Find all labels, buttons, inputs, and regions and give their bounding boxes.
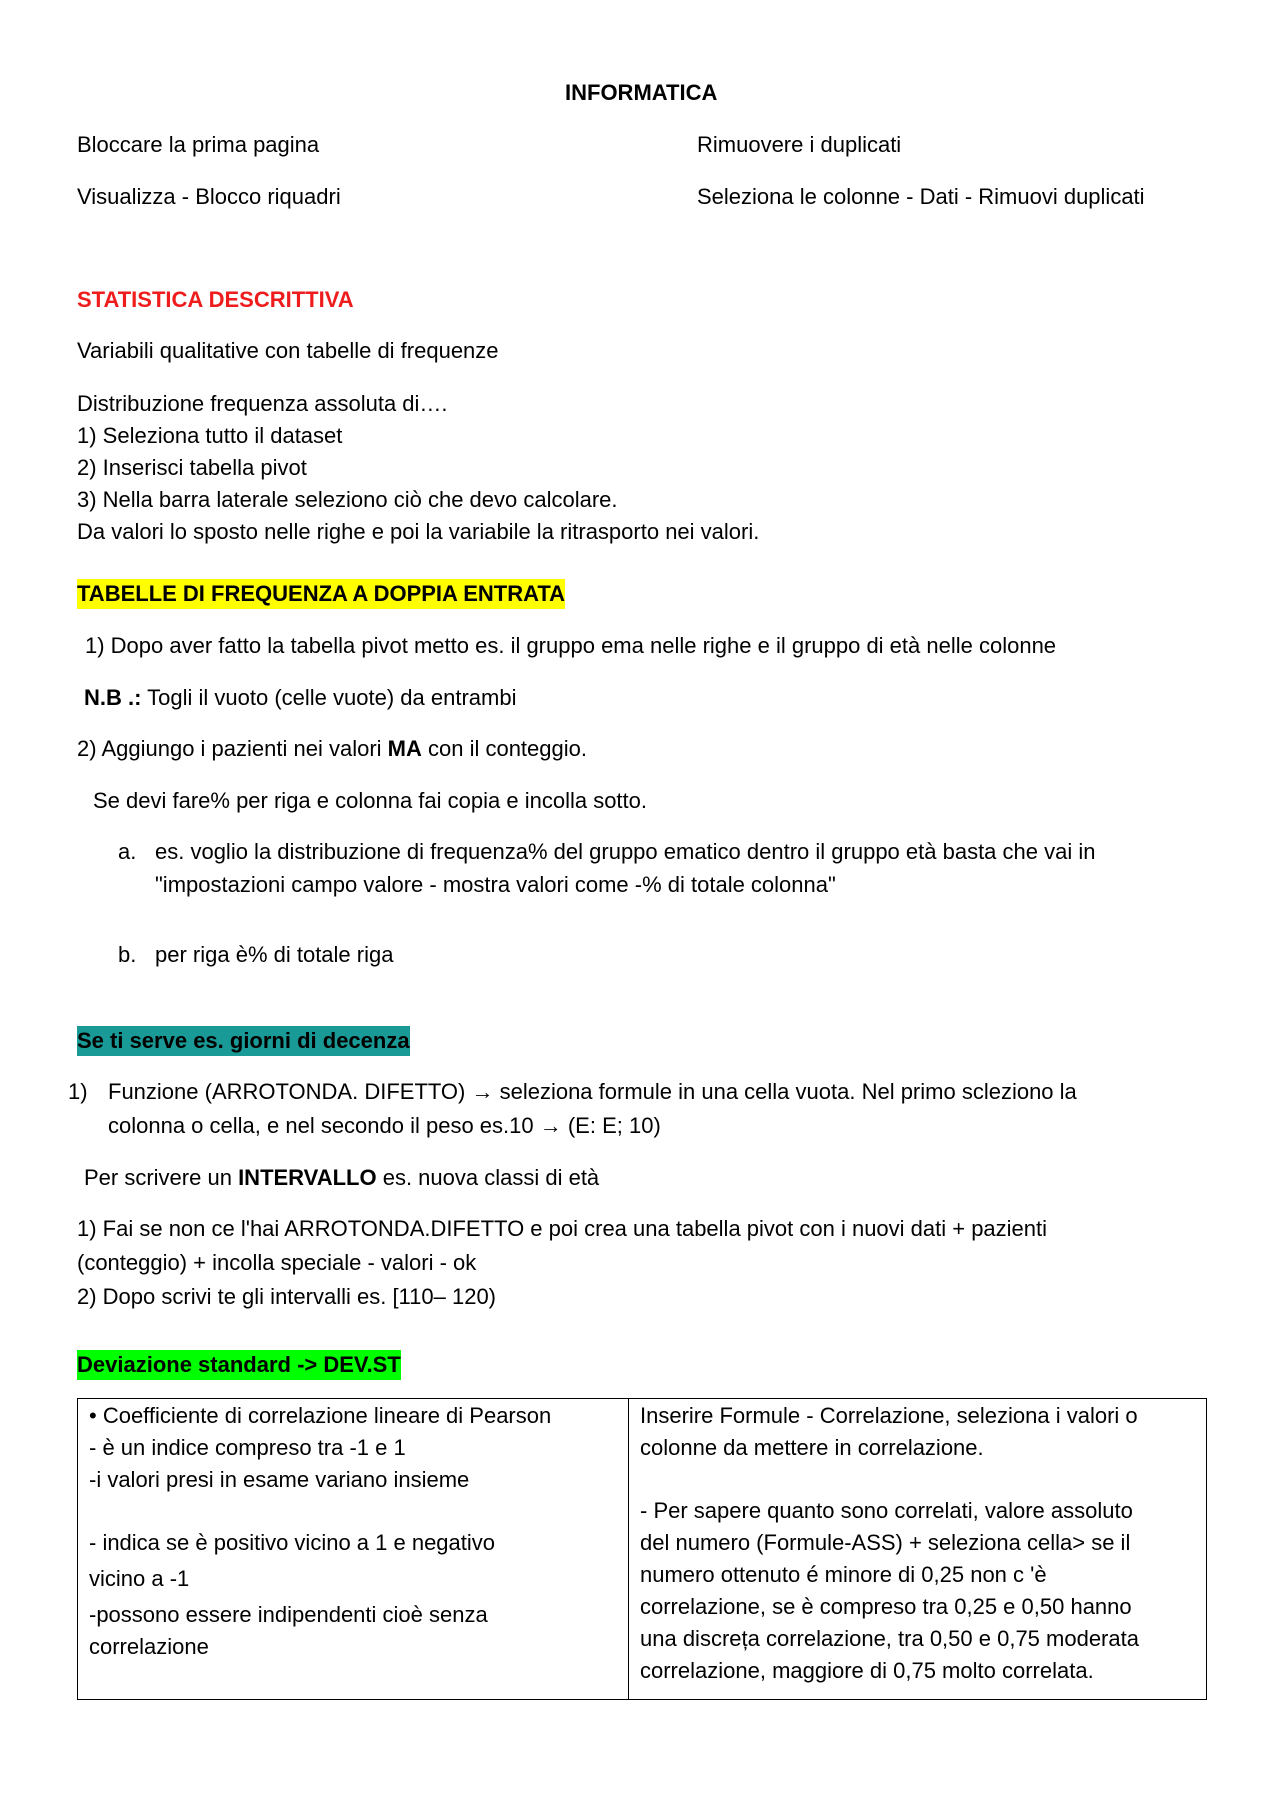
left-cell-line-3: -i valori presi in esame variano insieme: [89, 1467, 470, 1492]
left-cell-line-4: - indica se è positivo vicino a 1 e negativo: [89, 1530, 496, 1555]
intervallo-bold: INTERVALLO: [238, 1165, 377, 1190]
list-marker-b: b.: [118, 942, 137, 967]
interval-line-3: 2) Dopo scrivi te gli intervalli es. [110– 120): [77, 1284, 497, 1309]
section-heading-deviazione: Deviazione standard -> DEV.ST: [77, 1350, 401, 1380]
left-cell-line-1: • Coefficiente di correlazione lineare di Pearson: [89, 1403, 552, 1428]
left-cell-line-6: -possono essere indipendenti cioè senza: [89, 1602, 488, 1627]
right-cell-line-2: colonne da mettere in correlazione.: [640, 1435, 984, 1460]
table-cell-right: [629, 1399, 1207, 1700]
top-right-line-1: Rimuovere i duplicati: [697, 132, 902, 157]
section2-step-2: [77, 734, 587, 764]
section2-note: Se devi fare% per riga e colonna fai copia e incolla sotto.: [93, 788, 647, 813]
interval-line-1: 1) Fai se non ce l'hai ARROTONDA.DIFETTO e poi crea una tabella pivot con i nuovi dati + pazienti: [77, 1216, 1048, 1241]
document-title: INFORMATICA: [565, 80, 718, 105]
section2-step-1: 1) Dopo aver fatto la tabella pivot metto es. il gruppo ema nelle righe e il gruppo di età nelle colonne: [85, 633, 1057, 658]
list-marker-a: a.: [118, 839, 137, 864]
item1-line-2: colonna o cella, e nel secondo il peso es.10 → (E: E; 10): [108, 1113, 661, 1138]
nb-text: Togli il vuoto (celle vuote) da entrambi: [141, 685, 517, 710]
top-right-line-2: Seleziona le colonne - Dati - Rimuovi duplicati: [697, 184, 1145, 209]
section1-intro: Variabili qualitative con tabelle di frequenze: [77, 338, 499, 363]
section1-line-1: Distribuzione frequenza assoluta di….: [77, 391, 448, 416]
right-cell-line-8: correlazione, maggiore di 0,75 molto correlata.: [640, 1658, 1094, 1683]
top-left-line-1: Bloccare la prima pagina: [77, 132, 320, 157]
intervallo-post: es. nuova classi di età: [376, 1165, 600, 1190]
right-cell-line-7: una discreța correlazione, tra 0,50 e 0,75 moderata: [640, 1626, 1139, 1651]
section-heading-doppia-entrata: TABELLE DI FREQUENZA A DOPPIA ENTRATA: [77, 579, 565, 609]
left-cell-line-2: - è un indice compreso tra -1 e 1: [89, 1435, 406, 1460]
item-b-line: per riga è% di totale riga: [155, 942, 394, 967]
top-left-line-2: Visualizza - Blocco riquadri: [77, 184, 341, 209]
intervallo-line: [84, 1163, 599, 1193]
table-row: [78, 1399, 1207, 1700]
section1-line-3: 2) Inserisci tabella pivot: [77, 455, 307, 480]
step2-post: con il conteggio.: [421, 736, 587, 761]
step2-bold: MA: [387, 736, 422, 761]
correlation-table: [77, 1398, 1207, 1700]
section-heading-decenza: Se ti serve es. giorni di decenza: [77, 1026, 410, 1056]
section1-line-2: 1) Seleziona tutto il dataset: [77, 423, 343, 448]
right-cell-line-1: Inserire Formule - Correlazione, seleziona i valori o: [640, 1403, 1138, 1428]
left-cell-line-5: vicino a -1: [89, 1566, 190, 1591]
section1-line-4: 3) Nella barra laterale seleziono ciò che devo calcolare.: [77, 487, 618, 512]
section1-line-5: Da valori lo sposto nelle righe e poi la variabile la ritrasporto nei valori.: [77, 519, 760, 544]
step2-pre: 2) Aggiungo i pazienti nei valori: [77, 736, 388, 761]
interval-line-2: (conteggio) + incolla speciale - valori - ok: [77, 1250, 477, 1275]
table-cell-left: [78, 1399, 629, 1700]
item-a-line-2: "impostazioni campo valore - mostra valori come -% di totale colonna": [155, 872, 836, 897]
right-cell-line-5: numero ottenuto é minore di 0,25 non c 'è: [640, 1562, 1047, 1587]
right-cell-line-3: - Per sapere quanto sono correlati, valore assoluto: [640, 1498, 1133, 1523]
right-cell-line-4: del numero (Formule-ASS) + seleziona cella> se il: [640, 1530, 1131, 1555]
left-cell-line-7: correlazione: [89, 1634, 209, 1659]
item-a-line-1: es. voglio la distribuzione di frequenza% del gruppo ematico dentro il gruppo età basta che vai in: [155, 839, 1096, 864]
nb-label: N.B .:: [84, 685, 142, 710]
section-heading-statistica: STATISTICA DESCRITTIVA: [77, 287, 354, 312]
intervallo-pre: Per scrivere un: [84, 1165, 239, 1190]
section2-nb: [84, 683, 516, 713]
list-marker-1: 1): [68, 1079, 88, 1104]
item1-line-1: Funzione (ARROTONDA. DIFETTO) → seleziona formule in una cella vuota. Nel primo scleziono la: [108, 1079, 1077, 1104]
right-cell-line-6: correlazione, se è compreso tra 0,25 e 0,50 hanno: [640, 1594, 1132, 1619]
